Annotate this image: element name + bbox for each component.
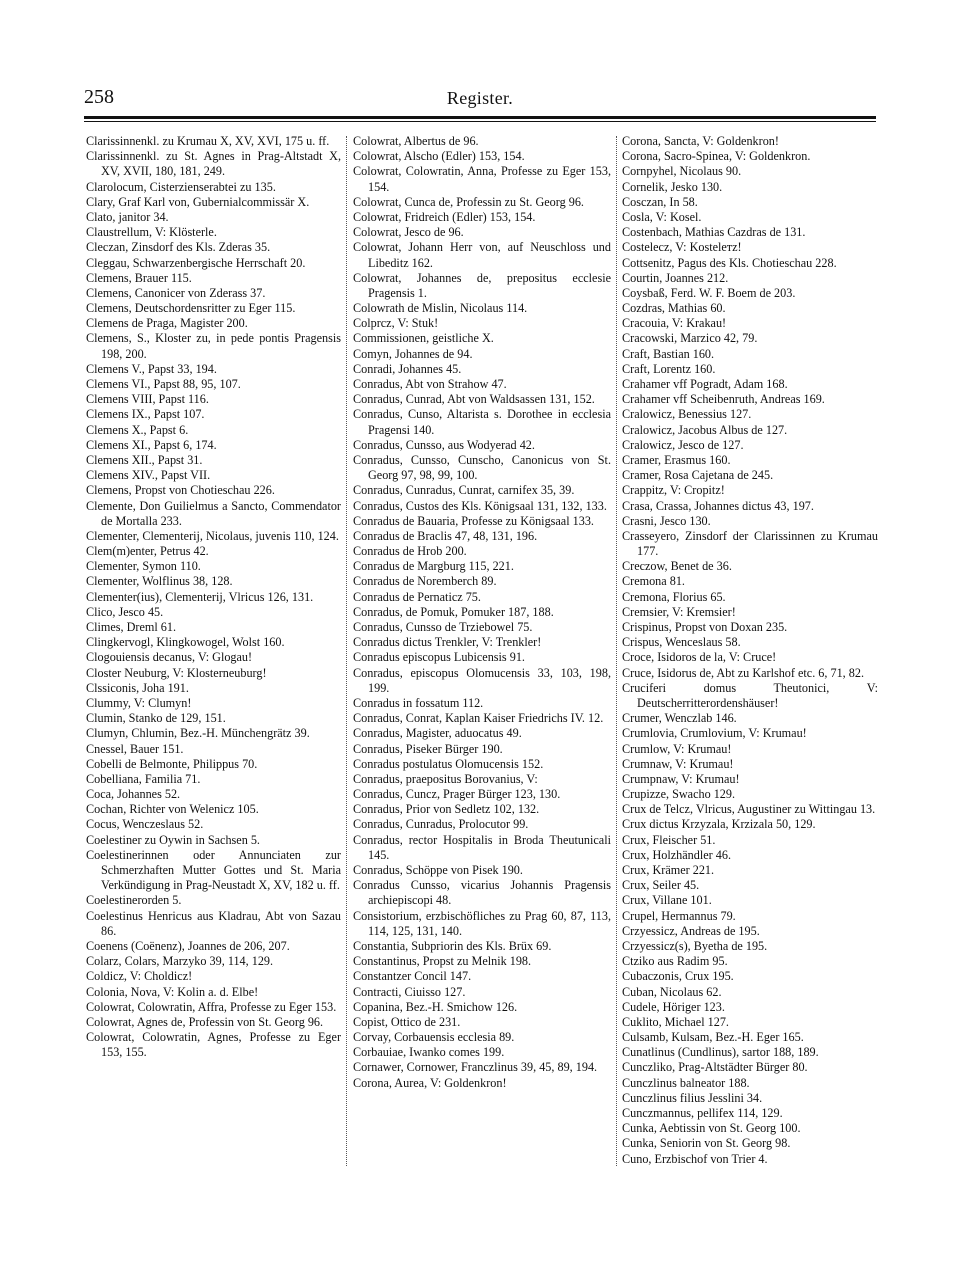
index-entry: Cremona 81.: [622, 574, 685, 589]
index-entry: Courtin, Joannes 212.: [622, 270, 729, 285]
index-entry: Crzyessicz(s), Byetha de 195.: [622, 938, 768, 953]
index-entry: Clemens V., Papst 33, 194.: [86, 361, 217, 376]
index-entry: Cleggau, Schwarzenbergische Herrschaft 20.: [86, 255, 306, 270]
index-entry: Conradus, Piseker Bürger 190.: [353, 741, 503, 756]
index-entry: Cralowicz, Jesco de 127.: [622, 437, 744, 452]
index-column-2: [353, 134, 611, 1091]
index-entry: Claustrellum, V: Klösterle.: [86, 225, 217, 240]
index-entry: Clemens VI., Papst 88, 95, 107.: [86, 377, 241, 391]
index-entry: Craft, Lorentz 160.: [622, 361, 716, 376]
index-entry: Cobelli de Belmonte, Philippus 70.: [86, 756, 258, 771]
index-entry: Cubaczonis, Crux 195.: [622, 969, 734, 984]
index-entry: Corona, Aurea, V: Goldenkron!: [353, 1075, 507, 1090]
index-entry: Cracouia, V: Krakau!: [622, 316, 727, 331]
index-entry: Cralowicz, Jacobus Albus de 127.: [622, 422, 788, 437]
index-entry: Conradus in fossatum 112.: [353, 695, 484, 710]
index-entry: Conradus, Cunso, Altarista s. Dorothee in ecclesia Pragensi 140.: [353, 407, 611, 437]
index-entry: Conradus, Prior von Sedletz 102, 132.: [353, 802, 540, 817]
index-entry: Colowrat, Alscho (Edler) 153, 154.: [353, 149, 525, 164]
index-entry: Conradus, Cunsso, Cunscho, Canonicus von St. Georg 97, 98, 99, 100.: [353, 452, 611, 483]
index-entry: Conradi, Johannes 45.: [353, 361, 462, 376]
index-entry: Cramer, Erasmus 160.: [622, 452, 731, 467]
index-entry: Creczow, Benet de 36.: [622, 559, 732, 574]
index-entry: Colowrath de Mislin, Nicolaus 114.: [353, 301, 528, 316]
index-entry: Clarissinnenkl. zu Krumau X, XV, XVI, 175 u. ff.: [86, 134, 330, 148]
index-entry: Conradus, de Pomuk, Pomuker 187, 188.: [353, 604, 554, 619]
column-separator: [346, 136, 347, 1166]
index-entry: Cnessel, Bauer 151.: [86, 741, 184, 756]
index-entry: Croce, Isidoros de la, V: Cruce!: [622, 650, 777, 665]
index-entry: Cunka, Aebtissin von St. Georg 100.: [622, 1121, 801, 1136]
index-entry: Cuno, Erzbischof von Trier 4.: [622, 1151, 768, 1166]
index-entry: Conradus, Schöppe von Pisek 190.: [353, 863, 523, 877]
header-rule-thick: [84, 116, 876, 119]
index-entry: Conradus, praepositus Borovanius, V:: [353, 771, 538, 786]
index-entry: Crumnaw, V: Krumau!: [622, 756, 734, 771]
index-entry: Clemens, Propst von Chotieschau 226.: [86, 483, 275, 498]
index-entry: Cruciferi domus Theutonici, V: Deutscherritterordenshäuser!: [622, 680, 878, 710]
index-entry: Conradus, Cunsso, aus Wodyerad 42.: [353, 437, 535, 452]
index-entry: Coelestinerorden 5.: [86, 893, 182, 908]
index-entry: Cocus, Wenczeslaus 52.: [86, 817, 204, 832]
index-entry: Cornpyhel, Nicolaus 90.: [622, 164, 742, 179]
index-entry: Colowrat, Jesco de 96.: [353, 225, 464, 240]
index-entry: Crasa, Crassa, Johannes dictus 43, 197.: [622, 498, 814, 513]
index-entry: Corvay, Corbauensis ecclesia 89.: [353, 1030, 515, 1045]
index-entry: Colonia, Nova, V: Kolin a. d. Elbe!: [86, 984, 259, 999]
index-entry: Clemens X., Papst 6.: [86, 422, 189, 437]
index-entry: Cosla, V: Kosel.: [622, 209, 702, 224]
index-entry: Cracowski, Marzico 42, 79.: [622, 331, 758, 346]
index-entry: Constantzer Concil 147.: [353, 969, 472, 984]
index-entry: Conradus, Cuncz, Prager Bürger 123, 130.: [353, 787, 561, 802]
index-entry: Crispus, Wenceslaus 58.: [622, 635, 741, 650]
index-entry: Crahamer vff Pogradt, Adam 168.: [622, 377, 788, 391]
index-entry: Conradus, episcopus Olomucensis 33, 103, 198, 199.: [353, 665, 611, 695]
index-entry: Cochan, Richter von Welenicz 105.: [86, 802, 259, 817]
index-entry: Crux dictus Krzyzala, Krzizala 50, 129.: [622, 817, 816, 832]
index-entry: Conradus, Conrat, Kaplan Kaiser Friedrichs IV. 12.: [353, 711, 604, 726]
index-entry: Crux, Villane 101.: [622, 893, 712, 908]
index-entry: Cozdras, Mathias 60.: [622, 301, 726, 316]
index-entry: Clementer, Clementerij, Nicolaus, juvenis 110, 124.: [86, 528, 339, 543]
index-entry: Corbauiae, Iwanko comes 199.: [353, 1045, 505, 1060]
index-entry: Conradus, rector Hospitalis in Broda Theutunicali 145.: [353, 832, 611, 862]
index-entry: Coelestinerinnen oder Annunciaten zur Schmerzhaften Mutter Gottes und St. Maria Verkündigung in Prag-Neustadt X, XV, 182 u. ff.: [86, 847, 341, 893]
index-entry: Clssiconis, Joha 191.: [86, 680, 189, 695]
index-entry: Conradus de Braclis 47, 48, 131, 196.: [353, 528, 538, 543]
index-entry: Cunczlinus balneator 188.: [622, 1075, 750, 1090]
index-entry: Ctziko aus Radim 95.: [622, 954, 728, 969]
index-entry: Clary, Graf Karl von, Gubernialcommissär X.: [86, 194, 310, 209]
index-entry: Conradus, Custos des Kls. Königsaal 131, 132, 133.: [353, 498, 607, 513]
index-entry: Colowrat, Cunca de, Professin zu St. Georg 96.: [353, 194, 584, 209]
index-entry: Conradus, Cunsso de Trziebowel 75.: [353, 620, 533, 634]
index-entry: Conradus, Cunradus, Prolocutor 99.: [353, 817, 529, 832]
index-entry: Commissionen, geistliche X.: [353, 331, 494, 346]
index-entry: Crasni, Jesco 130.: [622, 513, 711, 528]
index-entry: Crasseyero, Zinsdorf der Clarissinnen zu Krumau 177.: [622, 528, 878, 559]
index-entry: Crux, Holzhändler 46.: [622, 847, 731, 862]
index-entry: Conradus, Cunrad, Abt von Waldsassen 131, 152.: [353, 392, 595, 407]
index-entry: Clem(m)enter, Petrus 42.: [86, 544, 209, 559]
index-entry: Craft, Bastian 160.: [622, 346, 715, 361]
index-entry: Clarissinnenkl. zu St. Agnes in Prag-Altstadt X, XV, XVII, 180, 181, 249.: [86, 149, 341, 179]
index-entry: Cunatlinus (Cundlinus), sartor 188, 189.: [622, 1045, 819, 1060]
index-entry: Cremsier, V: Kremsier!: [622, 604, 736, 619]
index-entry: Clumin, Stanko de 129, 151.: [86, 711, 226, 726]
index-entry: Cremona, Florius 65.: [622, 589, 726, 604]
index-entry: Cunczliko, Prag-Altstädter Bürger 80.: [622, 1060, 808, 1075]
index-entry: Coysbaß, Ferd. W. F. Boem de 203.: [622, 285, 796, 300]
index-entry: Cuklito, Michael 127.: [622, 1014, 729, 1029]
index-entry: Cramer, Rosa Cajetana de 245.: [622, 468, 774, 483]
index-entry: Crappitz, V: Cropitz!: [622, 483, 725, 498]
index-entry: Corona, Sacro-Spinea, V: Goldenkron.: [622, 149, 811, 164]
index-entry: Clarolocum, Cisterzienserabtei zu 135.: [86, 179, 276, 194]
index-entry: Cralowicz, Benessius 127.: [622, 407, 752, 422]
index-entry: Crux de Telcz, Vlricus, Augustiner zu Wittingau 13.: [622, 802, 876, 817]
index-entry: Crux, Fleischer 51.: [622, 832, 716, 847]
index-entry: Clemens XII., Papst 31.: [86, 452, 203, 467]
index-entry: Clingkervogl, Klingkowogel, Wolst 160.: [86, 635, 285, 650]
index-entry: Coenens (Coënenz), Joannes de 206, 207.: [86, 938, 290, 953]
index-entry: Crumer, Wenczlab 146.: [622, 711, 737, 726]
index-entry: Colprcz, V: Stuk!: [353, 316, 439, 331]
index-entry: Clemens, Canonicer von Zderass 37.: [86, 285, 266, 300]
index-entry: Cruce, Isidorus de, Abt zu Karlshof etc. 6, 71, 82.: [622, 665, 865, 680]
index-entry: Clemens de Praga, Magister 200.: [86, 316, 248, 331]
index-entry: Conradus episcopus Lubicensis 91.: [353, 650, 525, 665]
index-entry: Climes, Dreml 61.: [86, 620, 177, 634]
index-entry: Crux, Seiler 45.: [622, 878, 700, 893]
index-entry: Conradus dictus Trenkler, V: Trenkler!: [353, 635, 542, 650]
header-rule-thin: [84, 121, 876, 122]
index-entry: Clico, Jesco 45.: [86, 604, 164, 619]
index-entry: Coelestiner zu Oywin in Sachsen 5.: [86, 832, 260, 847]
index-entry: Colowrat, Johannes de, prepositus ecclesie Pragensis 1.: [353, 270, 611, 300]
index-entry: Clemente, Don Guilielmus a Sancto, Commendator de Mortalla 233.: [86, 498, 341, 528]
index-entry: Costelecz, V: Kostelетz!: [622, 240, 742, 255]
index-entry: Cornawer, Cornower, Franczlinus 39, 45, 89, 194.: [353, 1060, 598, 1075]
index-entry: Conradus de Noremberch 89.: [353, 574, 497, 589]
index-entry: Colowrat, Albertus de 96.: [353, 134, 479, 148]
index-entry: Conradus de Pernaticz 75.: [353, 589, 481, 604]
index-entry: Conradus, Magister, aduocatus 49.: [353, 726, 522, 741]
index-entry: Conradus de Hrob 200.: [353, 544, 467, 559]
index-entry: Cottsenitz, Pagus des Kls. Chotieschau 228.: [622, 255, 837, 270]
index-entry: Corona, Sancta, V: Goldenkron!: [622, 134, 779, 148]
index-entry: Cunka, Seniorin von St. Georg 98.: [622, 1136, 791, 1151]
index-entry: Colowrat, Colowratin, Agnes, Professe zu Eger 153, 155.: [86, 1030, 341, 1060]
index-entry: Crahamer vff Scheibenruth, Andreas 169.: [622, 392, 825, 407]
index-entry: Clementer, Symon 110.: [86, 559, 201, 574]
index-entry: Cobelliana, Familia 71.: [86, 771, 201, 786]
index-entry: Conradus, Abt von Strahow 47.: [353, 377, 507, 391]
index-entry: Coca, Johannes 52.: [86, 787, 181, 802]
index-entry: Clumyn, Chlumin, Bez.-H. Münchengrätz 39.: [86, 726, 310, 741]
index-entry: Clementer, Wolflinus 38, 128.: [86, 574, 233, 589]
index-entry: Clato, janitor 34.: [86, 209, 169, 224]
index-column-3: [622, 134, 878, 1167]
index-entry: Closter Neuburg, V: Klosterneuburg!: [86, 665, 267, 680]
index-entry: Coelestinus Henricus aus Kladrau, Abt von Sazau 86.: [86, 908, 341, 938]
index-entry: Crispinus, Propst von Doxan 235.: [622, 620, 788, 634]
index-entry: Crumlovia, Crumlovium, V: Krumau!: [622, 726, 807, 741]
index-entry: Clementer(ius), Clementerij, Vlricus 126, 131.: [86, 589, 314, 604]
index-entry: Culsamb, Kulsam, Bez.-H. Eger 165.: [622, 1030, 804, 1045]
index-entry: Conradus, Cunradus, Cunrat, carnifex 35, 39.: [353, 483, 575, 498]
index-entry: Clemens, S., Kloster zu, in pede pontis Pragensis 198, 200.: [86, 331, 341, 361]
index-entry: Cosczan, In 58.: [622, 194, 698, 209]
index-entry: Colowrat, Agnes de, Professin von St. Georg 96.: [86, 1014, 324, 1029]
index-entry: Clogouiensis decanus, V: Glogau!: [86, 650, 253, 665]
index-entry: Colowrat, Colowratin, Affra, Professe zu Eger 153.: [86, 999, 337, 1014]
index-entry: Colarz, Colars, Marzyko 39, 114, 129.: [86, 954, 274, 969]
index-entry: Crupizze, Swacho 129.: [622, 787, 736, 802]
index-entry: Copanina, Bez.-H. Smichow 126.: [353, 999, 518, 1014]
index-entry: Colowrat, Johann Herr von, auf Neuschloss und Libeditz 162.: [353, 240, 611, 270]
index-entry: Cornelik, Jesko 130.: [622, 179, 723, 194]
index-entry: Colowrat, Colowratin, Anna, Professe zu Eger 153, 154.: [353, 164, 611, 194]
index-entry: Crzyessicz, Andreas de 195.: [622, 923, 760, 938]
page-number: 258: [84, 86, 114, 108]
index-entry: Clemens VIII, Papst 116.: [86, 392, 209, 407]
index-entry: Consistorium, erzbischöfliches zu Prag 60, 87, 113, 114, 125, 131, 140.: [353, 908, 611, 938]
index-entry: Crupel, Hermannus 79.: [622, 908, 736, 923]
running-head: Register.: [446, 88, 514, 108]
index-entry: Crux, Krämer 221.: [622, 863, 715, 877]
index-entry: Conradus de Bauaria, Professe zu Königsaal 133.: [353, 513, 594, 528]
index-entry: Comyn, Johannes de 94.: [353, 346, 473, 361]
index-entry: Clemens IX., Papst 107.: [86, 407, 205, 422]
index-entry: Crumlow, V: Krumau!: [622, 741, 732, 756]
index-entry: Cleczan, Zinsdorf des Kls. Zderas 35.: [86, 240, 271, 255]
index-entry: Cuban, Nicolaus 62.: [622, 984, 722, 999]
index-entry: Cunczmannus, pellifex 114, 129.: [622, 1106, 783, 1120]
index-entry: Conradus postulatus Olomucensis 152.: [353, 756, 544, 771]
index-entry: Crumpnaw, V: Krumau!: [622, 771, 740, 786]
index-entry: Clemens, Deutschordensritter zu Eger 115.: [86, 301, 296, 316]
index-entry: Cunczlinus filius Jesslini 34.: [622, 1090, 763, 1105]
index-column-1: [86, 134, 341, 1060]
index-entry: Coldicz, V: Choldicz!: [86, 969, 193, 984]
index-entry: Contracti, Ciuisso 127.: [353, 984, 466, 999]
index-entry: Colowrat, Fridreich (Edler) 153, 154.: [353, 209, 536, 224]
index-entry: Costenbach, Mathias Cazdras de 131.: [622, 225, 806, 240]
index-entry: Constantia, Subpriorin des Kls. Brüx 69.: [353, 938, 552, 953]
index-entry: Constantinus, Propst zu Melnik 198.: [353, 954, 532, 969]
index-entry: Clemens XI., Papst 6, 174.: [86, 437, 217, 452]
index-entry: Copist, Ottico de 231.: [353, 1014, 461, 1029]
index-entry: Conradus de Margburg 115, 221.: [353, 559, 514, 574]
index-entry: Clemens XIV., Papst VII.: [86, 468, 211, 483]
index-entry: Conradus Cunsso, vicarius Johannis Pragensis archiepiscopi 48.: [353, 878, 611, 908]
index-entry: Clemens, Brauer 115.: [86, 270, 192, 285]
column-separator: [616, 136, 617, 1166]
index-entry: Cudele, Höriger 123.: [622, 999, 725, 1014]
index-entry: Clummy, V: Clumyn!: [86, 695, 192, 710]
